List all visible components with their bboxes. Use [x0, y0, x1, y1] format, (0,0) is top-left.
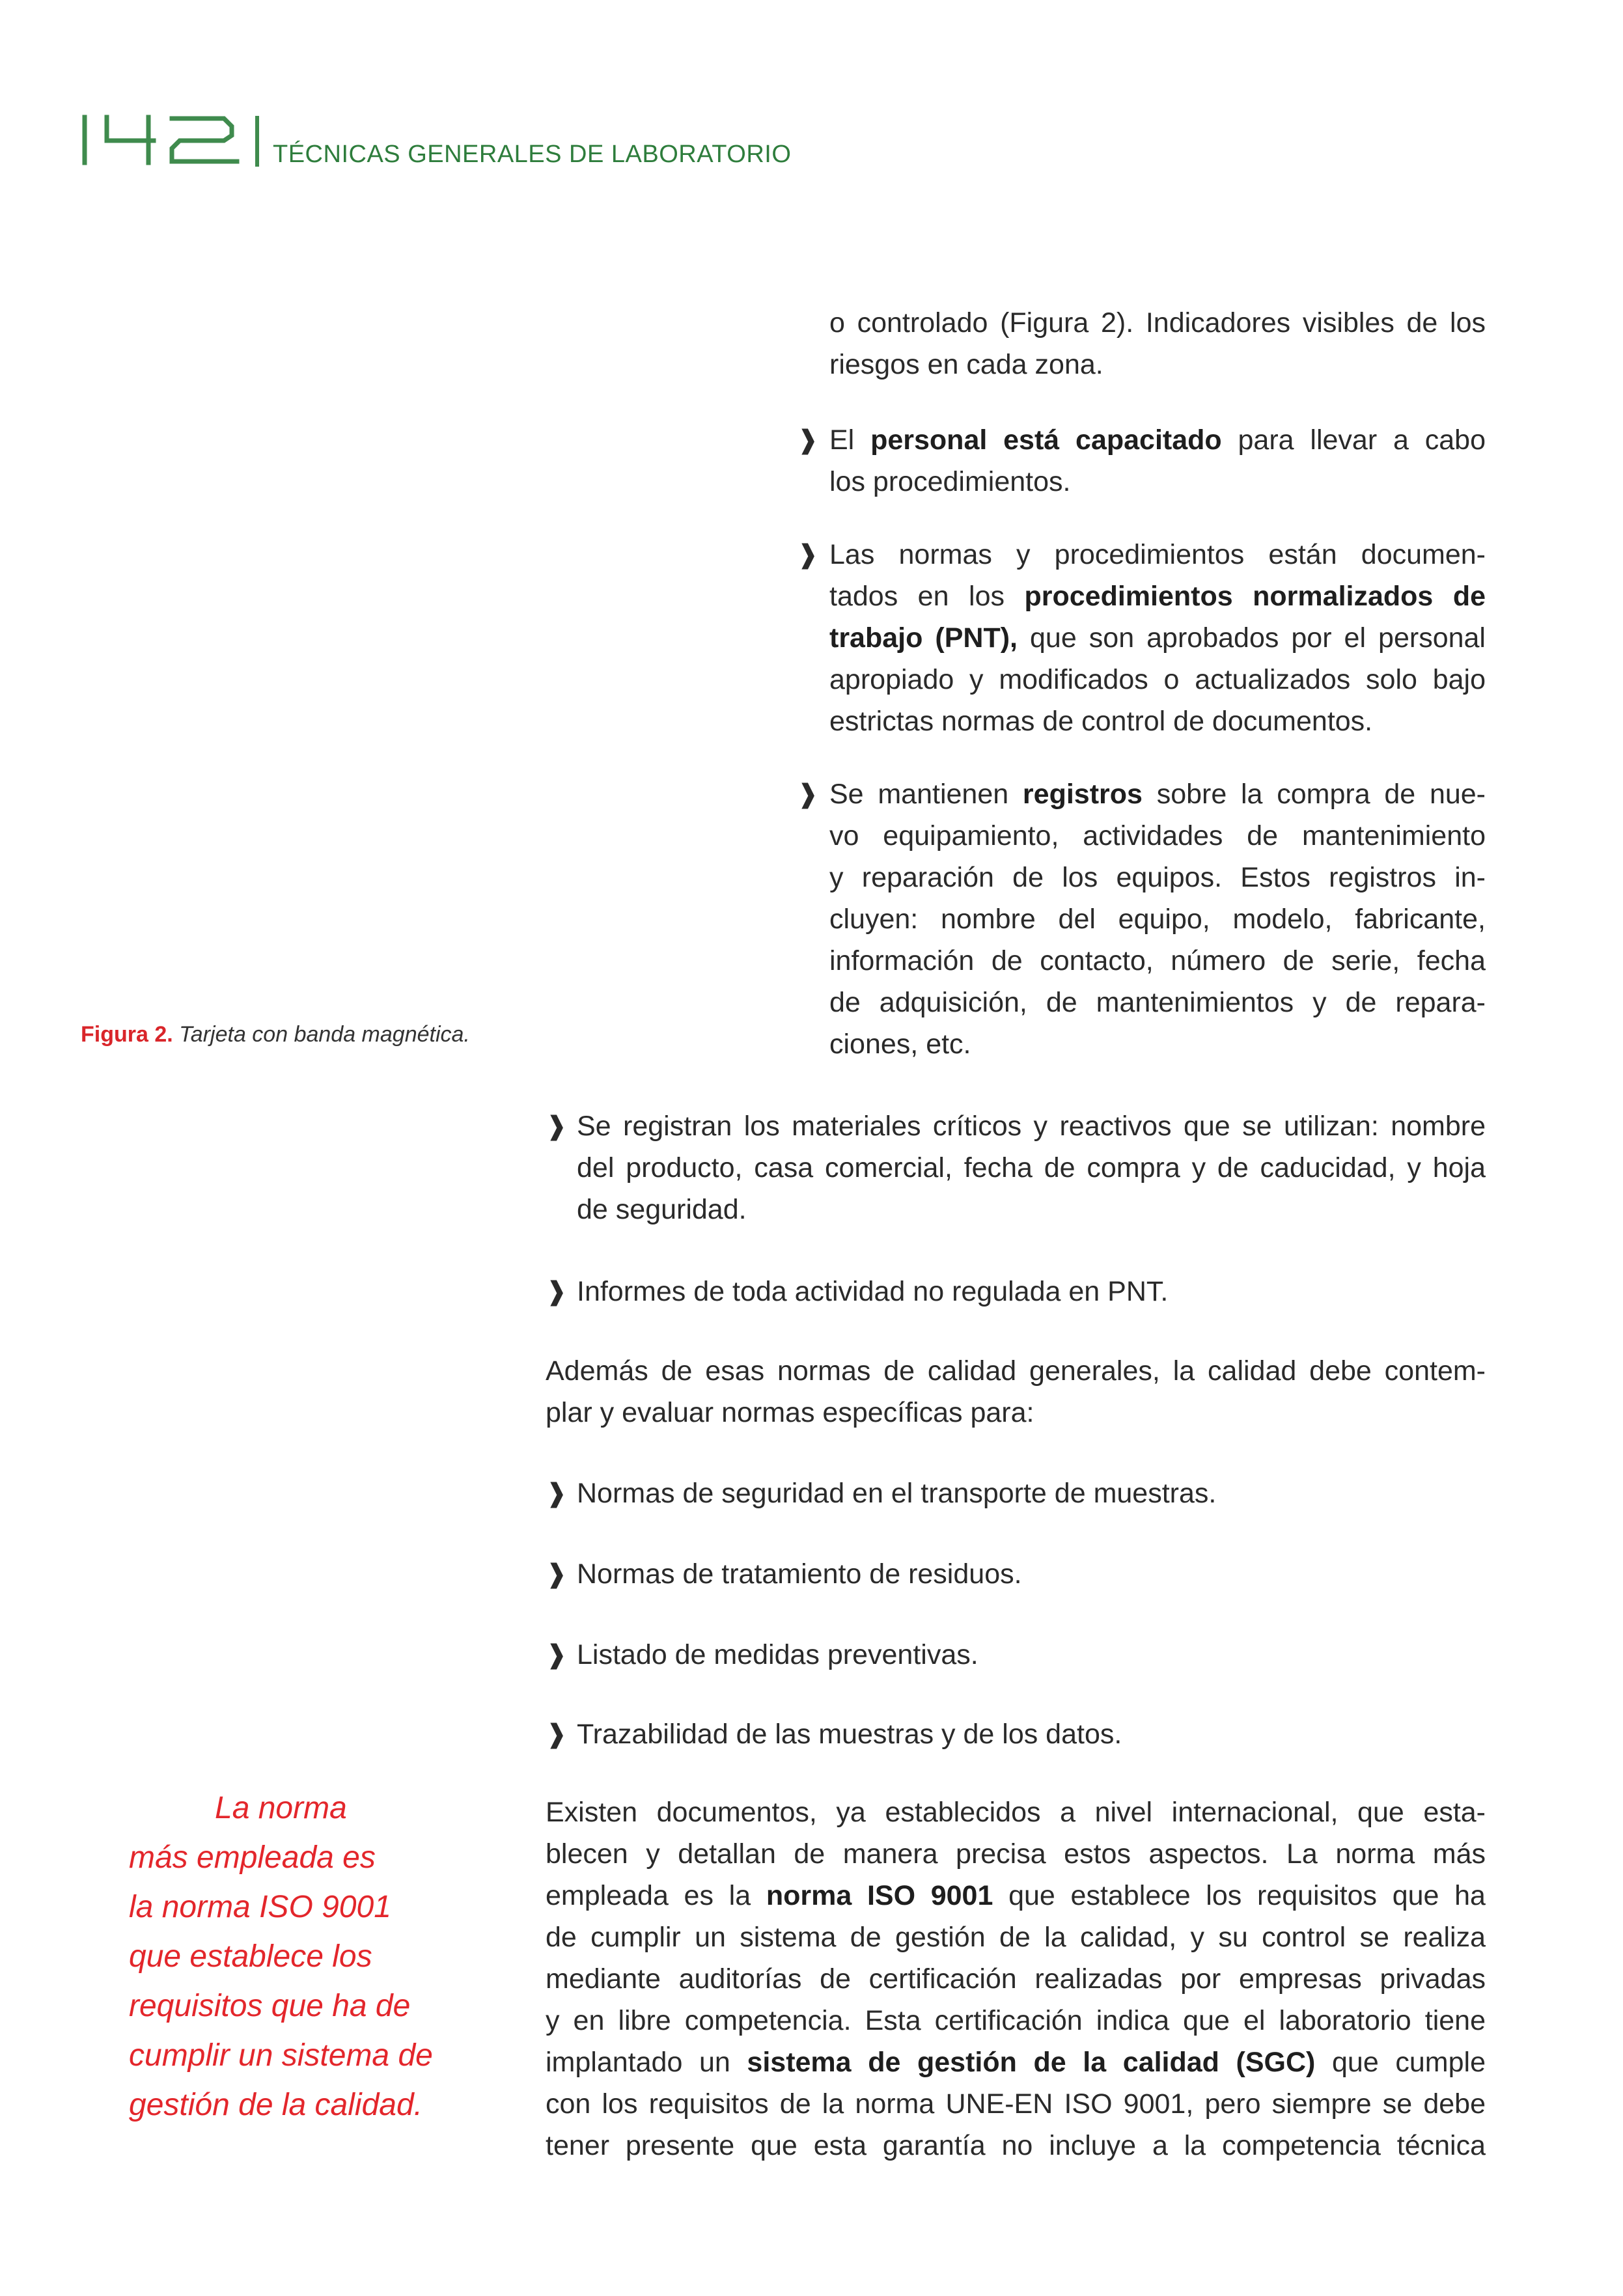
bullet-residuos — [577, 1553, 1486, 1595]
text-line: blecen y detallan de manera precisa estos aspectos. La norma más — [546, 1838, 1486, 1870]
text-line: de cumplir un sistema de gestión de la calidad, y su control se realiza — [546, 1922, 1486, 1953]
bullet-marker: ❱ — [546, 1112, 568, 1141]
text-run: que establece los requisitos que ha — [993, 1880, 1486, 1911]
text-run: implantado un — [546, 2047, 747, 2078]
text-line: los procedimientos. — [829, 466, 1071, 497]
text-line: del producto, casa comercial, fecha de compra y de caducidad, y hoja — [577, 1152, 1486, 1183]
text-line: mediante auditorías de certificación realizadas por empresas privadas — [546, 1963, 1486, 1995]
text-line: Trazabilidad de las muestras y de los datos. — [577, 1719, 1122, 1750]
bullet-marker: ❱ — [546, 1640, 568, 1669]
bullet-materiales — [577, 1105, 1486, 1230]
bullet-pnt — [829, 534, 1486, 742]
bullet-marker: ❱ — [797, 540, 819, 569]
quote-line: la norma ISO 9001 — [129, 1890, 391, 1924]
bold-term: registros — [1022, 779, 1143, 810]
text-line: Las normas y procedimientos están documen- — [829, 539, 1486, 570]
page-number-graphic — [81, 113, 243, 167]
bullet-transporte — [577, 1473, 1486, 1514]
header-divider — [255, 116, 259, 167]
bullet-registros — [829, 773, 1486, 1065]
text-line: Listado de medidas preventivas. — [577, 1639, 978, 1670]
caption-label: Figura 2. — [81, 1022, 173, 1047]
text-line: cluyen: nombre del equipo, modelo, fabricante, — [829, 904, 1486, 935]
quote-line: requisitos que ha de — [129, 1989, 411, 2023]
text-line: con los requisitos de la norma UNE-EN ISO 9001, pero siempre se debe — [546, 2088, 1486, 2120]
text-run: Se mantienen — [829, 779, 1023, 810]
text-run: para llevar a cabo — [1221, 424, 1486, 456]
text-line: y reparación de los equipos. Estos registros in- — [829, 862, 1486, 893]
text-line: plar y evaluar normas específicas para: — [546, 1397, 1034, 1428]
text-line: Además de esas normas de calidad generales, la calidad debe contem- — [546, 1355, 1486, 1387]
text-line: Informes de toda actividad no regulada en PNT. — [577, 1276, 1169, 1307]
figure-caption — [81, 1022, 470, 1047]
page-number — [81, 113, 243, 170]
text-line: o controlado (Figura 2). Indicadores visibles de los — [829, 307, 1486, 339]
text-run: sobre la compra de nue- — [1142, 779, 1486, 810]
text-line: ciones, etc. — [829, 1029, 971, 1060]
quote-line: que establece los — [129, 1939, 372, 1974]
bold-term: procedimientos normalizados de — [1024, 581, 1486, 612]
bullet-marker: ❱ — [546, 1560, 568, 1588]
text-line: Normas de tratamiento de residuos. — [577, 1558, 1022, 1590]
text-line: y en libre competencia. Esta certificación indica que el laboratorio tiene — [546, 2005, 1486, 2036]
bullet-trazabilidad — [577, 1713, 1486, 1755]
quote-line: más empleada es — [129, 1840, 376, 1875]
bullet-personal — [829, 419, 1486, 503]
paragraph-normas-especificas — [546, 1350, 1486, 1433]
text-line: Se registran los materiales críticos y reactivos que se utilizan: nombre — [577, 1111, 1486, 1142]
bold-term: sistema de gestión de la calidad (SGC) — [747, 2047, 1316, 2078]
text-line: información de contacto, número de serie, fecha — [829, 945, 1486, 976]
text-line: estrictas normas de control de documentos. — [829, 706, 1373, 737]
bullet-marker: ❱ — [546, 1720, 568, 1749]
quote-line: La norma — [215, 1791, 347, 1825]
quote-line: cumplir un sistema de — [129, 2038, 433, 2073]
text-line: de adquisición, de mantenimientos y de repara- — [829, 987, 1486, 1018]
bullet-preventivas — [577, 1634, 1486, 1676]
bold-term: personal está capacitado — [870, 424, 1222, 456]
text-run: empleada es la — [546, 1880, 766, 1911]
text-run: El — [829, 424, 871, 456]
bullet-marker: ❱ — [797, 426, 819, 454]
bullet-informes — [577, 1271, 1486, 1312]
caption-text: Tarjeta con banda magnética. — [179, 1022, 470, 1047]
text-line: Normas de seguridad en el transporte de muestras. — [577, 1478, 1217, 1509]
text-line: vo equipamiento, actividades de mantenimiento — [829, 820, 1486, 851]
paragraph-iso9001 — [546, 1791, 1486, 2166]
section-title: TÉCNICAS GENERALES DE LABORATORIO — [273, 141, 792, 168]
pull-quote — [129, 1784, 493, 2130]
text-run: tados en los — [829, 581, 1025, 612]
continuation-paragraph — [829, 302, 1486, 385]
quote-line: gestión de la calidad. — [129, 2088, 423, 2122]
bullet-marker: ❱ — [797, 780, 819, 809]
bold-term: trabajo (PNT), — [829, 622, 1018, 654]
bullet-marker: ❱ — [546, 1479, 568, 1508]
text-line: tener presente que esta garantía no incluye a la competencia técnica — [546, 2130, 1486, 2161]
bold-term: norma ISO 9001 — [766, 1880, 993, 1911]
text-line: riesgos en cada zona. — [829, 349, 1103, 380]
bullet-marker: ❱ — [546, 1277, 568, 1306]
text-line: apropiado y modificados o actualizados solo bajo — [829, 664, 1486, 695]
page-header — [81, 109, 992, 174]
text-run: que son aprobados por el personal — [1017, 622, 1486, 654]
text-run: que cumple — [1315, 2047, 1486, 2078]
text-line: Existen documentos, ya establecidos a nivel internacional, que esta- — [546, 1797, 1486, 1828]
text-line: de seguridad. — [577, 1194, 747, 1225]
